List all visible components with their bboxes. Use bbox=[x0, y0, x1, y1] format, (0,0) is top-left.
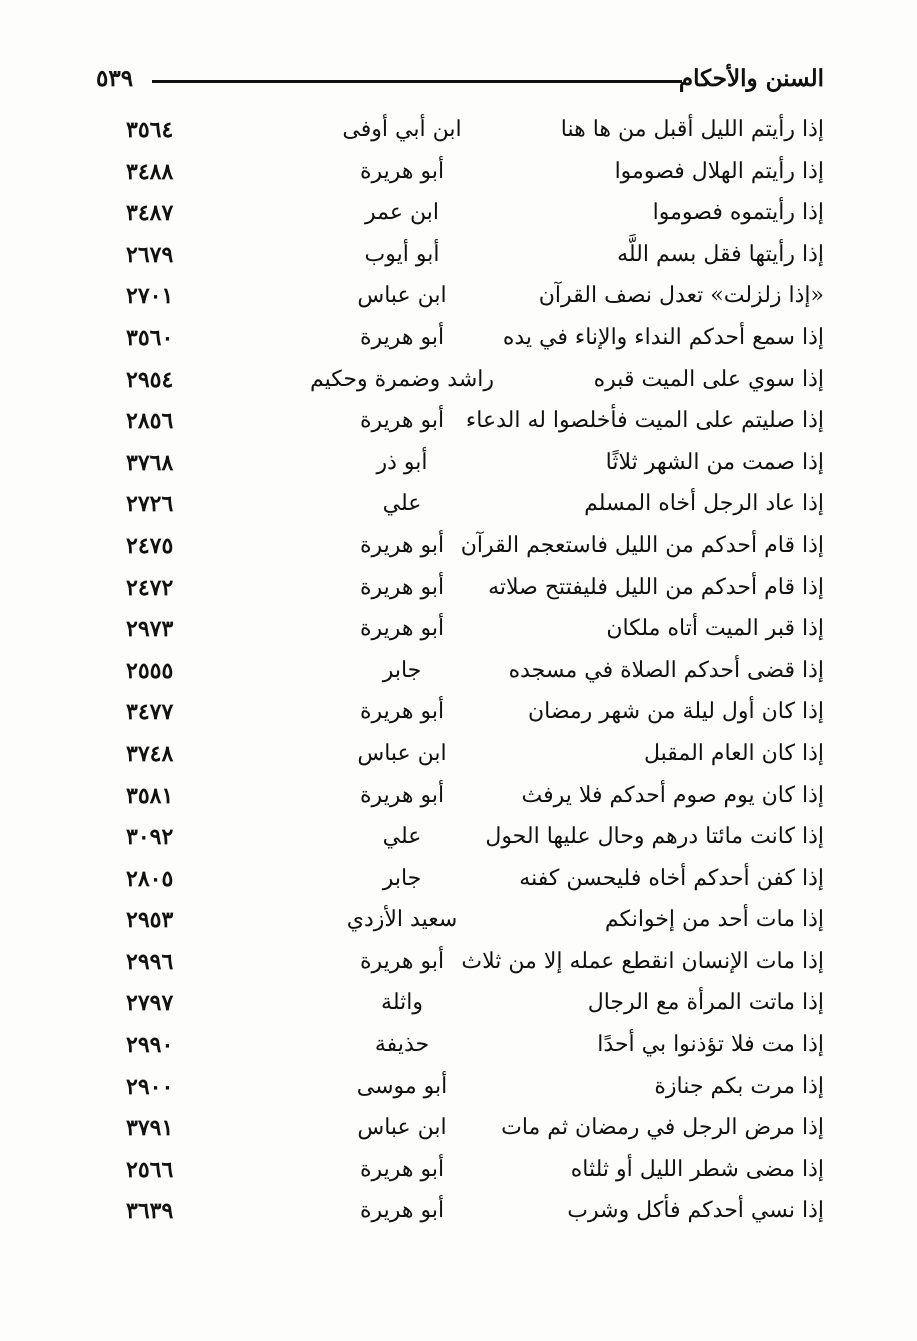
narrator: علي bbox=[382, 491, 422, 517]
index-row bbox=[92, 734, 832, 776]
hadith-text: إذا ماتت المرأة مع الرجال bbox=[587, 990, 824, 1016]
running-title: السنن والأحكام bbox=[678, 65, 824, 92]
hadith-text: إذا قضى أحدكم الصلاة في مسجده bbox=[508, 657, 824, 683]
narrator: جابر bbox=[382, 865, 422, 891]
hadith-text: إذا كفن أحدكم أخاه فليحسن كفنه bbox=[519, 865, 824, 891]
header-rule bbox=[152, 80, 682, 83]
narrator: أبو هريرة bbox=[359, 1198, 445, 1224]
index-row bbox=[92, 235, 832, 277]
hadith-text: إذا مت فلا تؤذنوا بي أحدًا bbox=[597, 1032, 824, 1058]
index-row bbox=[92, 859, 832, 901]
hadith-text: إذا سمع أحدكم النداء والإناء في يده bbox=[502, 324, 824, 350]
narrator: أبو هريرة bbox=[359, 616, 445, 642]
hadith-text: إذا رأيتها فقل بسم اللَّه bbox=[617, 241, 824, 267]
hadith-text: إذا مضى شطر الليل أو ثلثاه bbox=[570, 1156, 824, 1182]
narrator: أبو هريرة bbox=[359, 158, 445, 184]
index-row bbox=[92, 1067, 832, 1109]
narrator: ابن عباس bbox=[357, 1115, 447, 1141]
narrator: حذيفة bbox=[374, 1032, 430, 1058]
hadith-number: ٣٧٩١ bbox=[126, 1115, 174, 1142]
index-row bbox=[92, 484, 832, 526]
hadith-number: ٢٧٩٧ bbox=[126, 990, 174, 1017]
hadith-text: إذا رأيتم الليل أقبل من ها هنا bbox=[560, 117, 824, 142]
hadith-text: إذا مرت بكم جنازة bbox=[654, 1073, 824, 1099]
hadith-number: ٢٤٧٢ bbox=[126, 574, 174, 601]
narrator: أبو هريرة bbox=[359, 699, 445, 725]
hadith-number: ٢٤٧٥ bbox=[126, 532, 174, 559]
hadith-text: «إذا زلزلت» تعدل نصف القرآن bbox=[538, 283, 824, 309]
narrator: أبو هريرة bbox=[359, 948, 445, 974]
hadith-number: ٣٦٣٩ bbox=[126, 1198, 174, 1225]
index-row bbox=[92, 568, 832, 610]
index-row bbox=[92, 1191, 832, 1233]
hadith-number: ٢٩٥٣ bbox=[126, 907, 174, 934]
narrator: ابن عباس bbox=[357, 283, 447, 309]
hadith-text: إذا صليتم على الميت فأخلصوا له الدعاء bbox=[465, 408, 824, 434]
hadith-number: ٣٤٧٧ bbox=[126, 699, 174, 726]
index-row bbox=[92, 776, 832, 818]
hadith-text: إذا صمت من الشهر ثلاثًا bbox=[605, 449, 824, 475]
narrator: أبو هريرة bbox=[359, 408, 445, 434]
index-row bbox=[92, 609, 832, 651]
hadith-text: إذا رأيتم الهلال فصوموا bbox=[614, 158, 824, 184]
narrator: ابن عمر bbox=[365, 200, 439, 226]
hadith-number: ٣٧٦٨ bbox=[126, 449, 174, 476]
index-row bbox=[92, 692, 832, 734]
hadith-number: ٢٥٦٦ bbox=[126, 1156, 174, 1183]
narrator: أبو موسى bbox=[356, 1073, 448, 1099]
hadith-text: إذا قام أحدكم من الليل فاستعجم القرآن bbox=[460, 532, 824, 558]
narrator: جابر bbox=[382, 657, 422, 683]
hadith-text: إذا كان أول ليلة من شهر رمضان bbox=[527, 699, 824, 725]
narrator: أبو ذر bbox=[376, 449, 428, 475]
hadith-text: إذا قام أحدكم من الليل فليفتتح صلاته bbox=[488, 574, 824, 600]
hadith-text: إذا رأيتموه فصوموا bbox=[652, 200, 824, 226]
hadith-number: ٢٨٠٥ bbox=[126, 865, 174, 892]
page-number: ٥٣٩ bbox=[96, 65, 134, 92]
narrator: أبو هريرة bbox=[359, 782, 445, 808]
hadith-number: ٣٥٨١ bbox=[126, 782, 174, 809]
hadith-number: ٣٥٦٤ bbox=[126, 117, 174, 143]
narrator: راشد وضمرة وحكيم bbox=[309, 366, 495, 392]
index-row bbox=[92, 942, 832, 984]
hadith-number: ٣٧٤٨ bbox=[126, 740, 174, 767]
hadith-number: ٢٧٢٦ bbox=[126, 491, 174, 518]
index-row bbox=[92, 900, 832, 942]
hadith-text: إذا كان العام المقبل bbox=[643, 740, 824, 766]
narrator: أبو أيوب bbox=[364, 241, 440, 267]
narrator: علي bbox=[382, 824, 422, 850]
hadith-index-list bbox=[92, 110, 832, 1233]
index-row bbox=[92, 193, 832, 235]
hadith-number: ٢٥٥٥ bbox=[126, 657, 174, 684]
hadith-text: إذا مات أحد من إخوانكم bbox=[604, 907, 824, 933]
index-row bbox=[92, 318, 832, 360]
hadith-number: ٢٦٧٩ bbox=[126, 241, 174, 268]
index-row bbox=[92, 401, 832, 443]
page-header bbox=[92, 62, 832, 102]
hadith-text: إذا مرض الرجل في رمضان ثم مات bbox=[501, 1115, 824, 1141]
hadith-number: ٣٤٨٧ bbox=[126, 200, 174, 227]
hadith-number: ٢٩٩٦ bbox=[126, 948, 174, 975]
hadith-number: ٣٠٩٢ bbox=[126, 824, 174, 851]
narrator: سعيد الأزدي bbox=[346, 907, 458, 933]
index-row bbox=[92, 817, 832, 859]
index-row bbox=[92, 110, 832, 152]
narrator: أبو هريرة bbox=[359, 532, 445, 558]
index-row bbox=[92, 1025, 832, 1067]
index-row bbox=[92, 152, 832, 194]
index-row bbox=[92, 651, 832, 693]
hadith-number: ٢٧٠١ bbox=[126, 283, 174, 310]
hadith-number: ٢٩٩٠ bbox=[126, 1032, 174, 1059]
hadith-number: ٣٤٨٨ bbox=[126, 158, 174, 185]
index-row bbox=[92, 443, 832, 485]
narrator: ابن أبي أوفى bbox=[342, 117, 462, 142]
index-row bbox=[92, 526, 832, 568]
hadith-number: ٢٨٥٦ bbox=[126, 408, 174, 435]
hadith-text: إذا نسي أحدكم فأكل وشرب bbox=[567, 1198, 824, 1224]
hadith-text: إذا قبر الميت أتاه ملكان bbox=[606, 616, 824, 642]
hadith-number: ٢٩٧٣ bbox=[126, 616, 174, 643]
narrator: ابن عباس bbox=[357, 740, 447, 766]
hadith-text: إذا مات الإنسان انقطع عمله إلا من ثلاث bbox=[461, 948, 824, 974]
index-row bbox=[92, 983, 832, 1025]
hadith-text: إذا عاد الرجل أخاه المسلم bbox=[584, 491, 824, 517]
hadith-text: إذا كان يوم صوم أحدكم فلا يرفث bbox=[521, 782, 824, 808]
narrator: أبو هريرة bbox=[359, 574, 445, 600]
narrator: أبو هريرة bbox=[359, 1156, 445, 1182]
index-row bbox=[92, 1150, 832, 1192]
index-row bbox=[92, 276, 832, 318]
narrator: واثلة bbox=[381, 990, 423, 1016]
narrator: أبو هريرة bbox=[359, 324, 445, 350]
index-row bbox=[92, 360, 832, 402]
hadith-text: إذا سوي على الميت قبره bbox=[593, 366, 824, 392]
hadith-text: إذا كانت مائتا درهم وحال عليها الحول bbox=[485, 824, 824, 850]
hadith-number: ٢٩٠٠ bbox=[126, 1073, 174, 1100]
hadith-number: ٣٥٦٠ bbox=[126, 324, 174, 351]
hadith-number: ٢٩٥٤ bbox=[126, 366, 174, 393]
index-row bbox=[92, 1108, 832, 1150]
